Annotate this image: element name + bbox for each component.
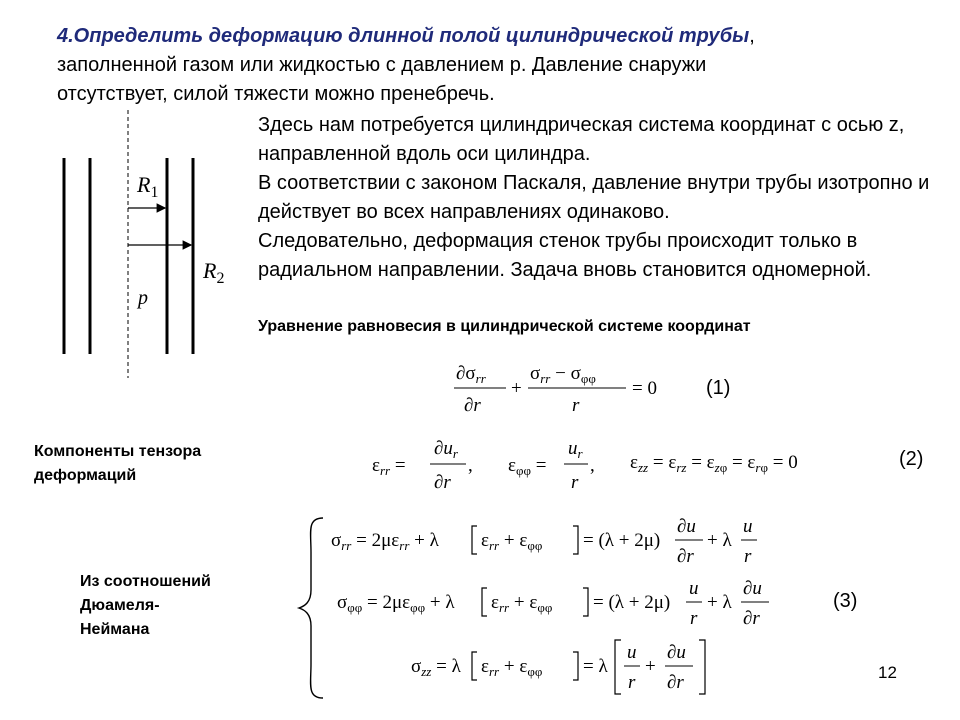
r1-label: $R_1$: [137, 172, 159, 201]
svg-text:εrr + εφφ: $\varepsilon_{rr} + \varepsilon_{\varphi\varphi}$: [491, 592, 553, 615]
svg-text:σzz = λ: $\sigma_{zz} = \lambda$: [411, 656, 461, 679]
title-comma: ,: [749, 25, 755, 47]
svg-text:∂r: ∂r: [667, 672, 684, 693]
duhamel-label-line-3: Неймана: [80, 621, 150, 638]
strain-label: [34, 440, 201, 488]
duhamel-label: [80, 570, 211, 642]
svg-text:σrr − σφφ: $\sigma_{rr} - \sigma_{\varphi\varphi}$: [530, 363, 596, 386]
svg-text:= 0: = 0: [632, 378, 657, 399]
svg-text:σφφ = 2μεφφ + λ: $\sigma_{\varphi\varphi} = 2\mu\varepsilon_{\varphi\varphi} + \lambda$: [337, 592, 455, 615]
svg-text:∂r: ∂r: [743, 608, 760, 629]
svg-text:ur: $u_r$: [568, 438, 583, 461]
eq-number-3: (3): [833, 590, 858, 612]
eq-number-1: (1): [706, 377, 731, 399]
svg-text:= (λ + 2μ): = (λ + 2μ): [593, 592, 671, 613]
strain-label-line-2: деформаций: [34, 467, 137, 484]
r2-label: $R_2$: [203, 258, 225, 287]
svg-text:r: r: [571, 472, 579, 493]
pressure-label: p: [138, 287, 148, 309]
svg-text:∂r: ∂r: [464, 395, 481, 416]
svg-text:∂u: ∂u: [667, 642, 686, 663]
svg-text:r: r: [744, 546, 752, 567]
equation-2: [368, 430, 878, 498]
svg-text:∂r: ∂r: [434, 472, 451, 493]
svg-text:= λ: = λ: [583, 656, 608, 677]
equilibrium-heading: Уравнение равновесия в цилиндрической системе координат: [258, 318, 751, 335]
svg-text:= (λ + 2μ): = (λ + 2μ): [583, 530, 661, 551]
svg-text:+: +: [511, 378, 522, 399]
svg-text:+ λ: + λ: [707, 592, 732, 613]
equation-3: [295, 512, 795, 702]
explanation: [258, 111, 948, 285]
title-line-3: отсутствует, силой тяжести можно пренебречь.: [57, 83, 495, 105]
duhamel-label-line-2: Дюамеля-: [80, 597, 160, 614]
svg-text:εφφ =: $\varepsilon_{\varphi\varphi}$ =: [508, 455, 547, 478]
svg-text:εrr + εφφ: $\varepsilon_{rr} + \varepsilon_{\varphi\varphi}$: [481, 530, 543, 553]
duhamel-label-line-1: Из соотношений: [80, 573, 211, 590]
svg-text:,: ,: [468, 455, 473, 476]
strain-label-line-1: Компоненты тензора: [34, 443, 202, 460]
svg-text:εrr =: $\varepsilon_{rr}$ =: [372, 455, 406, 478]
svg-text:∂u: ∂u: [743, 578, 762, 599]
svg-text:u: u: [627, 642, 637, 663]
title-line-2: заполненной газом или жидкостью с давлением р. Давление снаружи: [57, 54, 707, 76]
svg-text:r: r: [628, 672, 636, 693]
svg-text:+ λ: + λ: [707, 530, 732, 551]
svg-text:+: +: [645, 656, 656, 677]
paragraph-2: В соответствии с законом Паскаля, давление внутри трубы изотропно и действует во всех направлениях одинаково.: [258, 172, 930, 223]
svg-text:,: ,: [590, 455, 595, 476]
svg-text:∂σrr: $\partial\sigma_{rr}$: [456, 363, 486, 386]
svg-text:∂u: ∂u: [677, 516, 696, 537]
svg-text:∂ur: $\partial u_r$: [434, 438, 458, 461]
eq-number-2: (2): [899, 448, 924, 470]
svg-text:u: u: [689, 578, 699, 599]
svg-text:r: r: [690, 608, 698, 629]
equation-1: [448, 356, 688, 418]
svg-text:σrr = 2μεrr + λ: $\sigma_{rr} = 2\mu\varepsilon_{rr} + \lambda$: [331, 530, 439, 553]
svg-text:εzz = εrz = εzφ = εrφ = 0: $\varepsilon_{zz} = \varepsilon_{rz} = \varepsilon_z\varphi = \varepsilon_r\varphi = 0$: [630, 452, 798, 475]
paragraph-1: Здесь нам потребуется цилиндрическая система координат с осью z, направленной вдоль оси цилиндра.: [258, 114, 905, 165]
system-brace: [299, 518, 323, 698]
svg-text:∂r: ∂r: [677, 546, 694, 567]
paragraph-3: Следовательно, деформация стенок трубы происходит только в радиальном направлении. Задача вновь становится одномерной.: [258, 230, 872, 281]
title-highlight: 4.Определить деформацию длинной полой цилиндрической трубы: [57, 25, 750, 47]
svg-text:u: u: [743, 516, 753, 537]
page-number: 12: [878, 663, 897, 682]
svg-text:εrr + εφφ: $\varepsilon_{rr} + \varepsilon_{\varphi\varphi}$: [481, 656, 543, 679]
pipe-diagram: [40, 110, 260, 380]
svg-text:r: r: [572, 395, 580, 416]
slide-title: [57, 22, 937, 109]
